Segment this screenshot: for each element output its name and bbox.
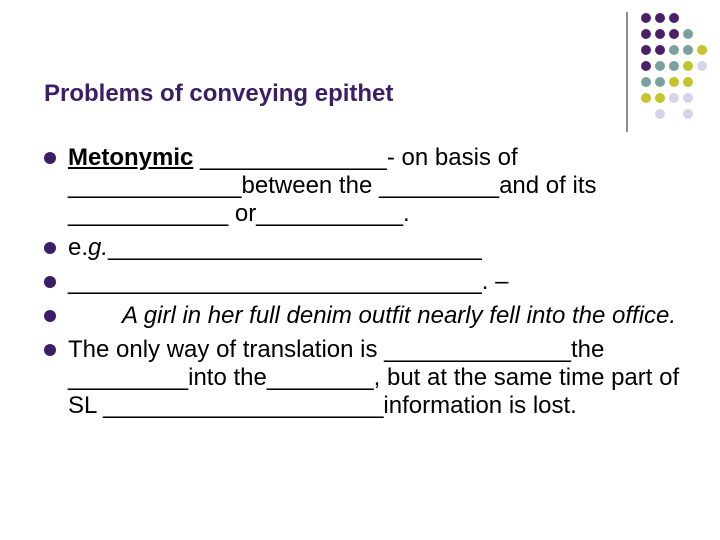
decoration-dot [669, 77, 679, 87]
example-prefix-italic: g. [88, 234, 109, 261]
bullet-item-metonymic [44, 144, 684, 228]
decoration-dot [683, 77, 693, 87]
decoration-dot [669, 45, 679, 55]
decoration-dot [655, 77, 665, 87]
decoration-dot [655, 61, 665, 71]
example-prefix: e. [68, 234, 89, 261]
term-metonymic: Metonymic [68, 144, 194, 171]
decoration-dot [641, 45, 651, 55]
decoration-dot [655, 29, 665, 39]
decoration-dot [641, 93, 651, 103]
decoration-dot [641, 77, 651, 87]
decoration-dot [641, 29, 651, 39]
decoration-dot [655, 13, 665, 23]
bullet-marker [44, 310, 56, 322]
slide-title: Problems of conveying epithet [44, 80, 394, 107]
bullet-text: _______________________________. – [68, 268, 509, 295]
decoration-dot [683, 29, 693, 39]
decoration-dot [683, 109, 693, 119]
dot-grid-decoration [637, 9, 720, 117]
bullet-marker [44, 242, 56, 254]
example-blank: ____________________________ [108, 234, 482, 261]
decoration-dot [655, 109, 665, 119]
decoration-dot [669, 61, 679, 71]
decoration-dot [697, 45, 707, 55]
bullet-list [44, 144, 684, 426]
decoration-dot [683, 45, 693, 55]
bullet-text: ______________- on basis of _____________between the _________and of its ____________ or___________. [68, 144, 597, 227]
bullet-text: The only way of translation is ______________the _________into the________, but at the same time part of SL _____________________information is lost. [68, 336, 680, 419]
example-sentence: A girl in her full denim outfit nearly fell into the office. [122, 302, 677, 329]
decoration-dot [697, 61, 707, 71]
divider-line [626, 12, 628, 132]
bullet-marker [44, 276, 56, 288]
bullet-item-quote [44, 302, 684, 330]
decoration-dot [641, 13, 651, 23]
bullet-marker [44, 152, 56, 164]
decoration-dot [683, 93, 693, 103]
bullet-item-example [44, 234, 684, 262]
bullet-marker [44, 344, 56, 356]
decoration-dot [669, 93, 679, 103]
bullet-item-blank [44, 268, 684, 296]
decoration-dot [641, 61, 651, 71]
decoration-dot [669, 29, 679, 39]
decoration-dot [683, 61, 693, 71]
decoration-dot [655, 93, 665, 103]
decoration-dot [655, 45, 665, 55]
decoration-dot [669, 13, 679, 23]
bullet-item-translation [44, 336, 684, 420]
